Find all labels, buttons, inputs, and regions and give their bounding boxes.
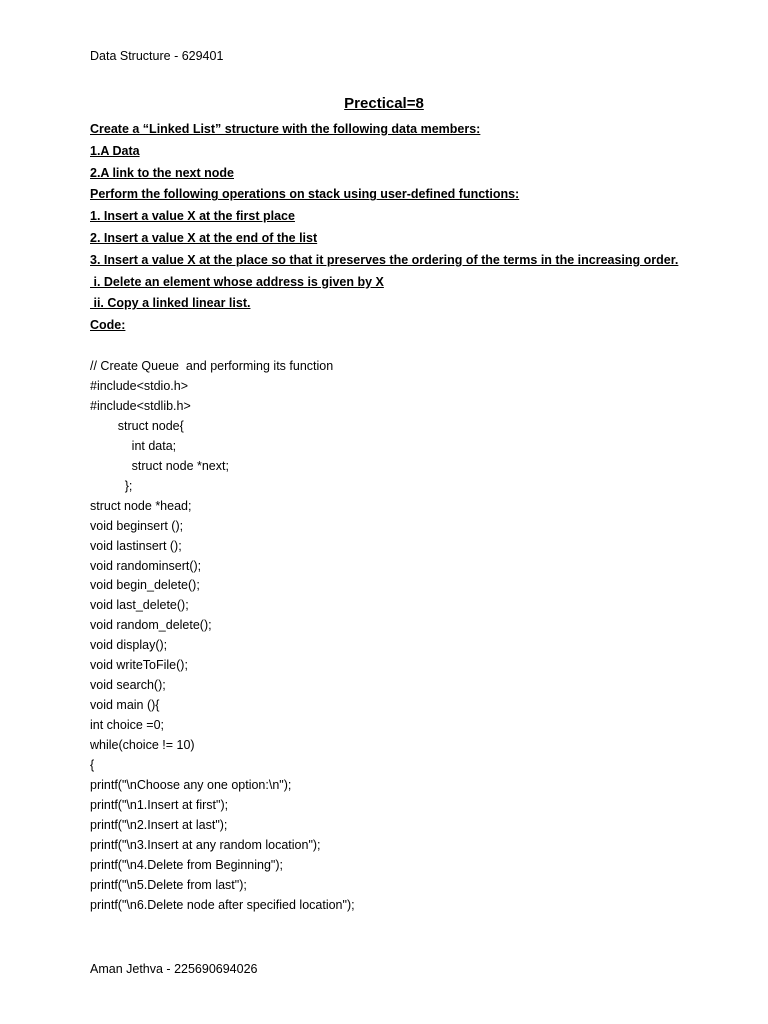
code-line: printf("\n4.Delete from Beginning"); [90,857,283,872]
code-line: void lastinsert (); [90,538,182,553]
code-listing [90,357,710,916]
practical-title: Prectical=8 [344,95,424,112]
task-line: Create a “Linked List” structure with the following data members: [90,122,481,136]
code-line: void display(); [90,638,168,653]
code-line: struct node *head; [90,498,192,513]
code-line: struct node *next; [90,458,229,473]
code-line: while(choice != 10) [90,738,195,753]
code-line: void random_delete(); [90,618,212,633]
task-line: ii. Copy a linked linear list. [90,296,251,311]
code-line: { [90,758,95,773]
code-line: struct node{ [90,418,184,433]
code-line: void main (){ [90,698,160,713]
code-line: // Create Queue and performing its function [90,359,334,373]
code-line: printf("\n3.Insert at any random location"); [90,837,321,852]
code-line: printf("\n5.Delete from last"); [90,877,247,892]
page-header: Data Structure - 629401 [90,49,224,63]
code-line: printf("\n1.Insert at first"); [90,797,229,812]
code-line: printf("\n6.Delete node after specified location"); [90,897,355,912]
code-line: void last_delete(); [90,598,189,613]
code-line: void search(); [90,678,166,693]
page-footer: Aman Jethva - 225690694026 [90,962,258,976]
task-line: 1. Insert a value X at the first place [90,209,295,224]
code-line: #include<stdlib.h> [90,398,191,413]
code-line: printf("\n2.Insert at last"); [90,817,228,832]
task-line: 2.A link to the next node [90,165,234,180]
code-line: int choice =0; [90,718,165,733]
code-line: void writeToFile(); [90,658,188,673]
code-line: void randominsert(); [90,558,202,573]
code-line: void begin_delete(); [90,578,200,593]
task-line: i. Delete an element whose address is given by X [90,274,384,289]
code-line: printf("\nChoose any one option:\n"); [90,778,292,793]
task-line: 3. Insert a value X at the place so that it preserves the ordering of the terms in the increasing order. [90,252,679,267]
task-line: 2. Insert a value X at the end of the list [90,230,318,245]
task-line: Perform the following operations on stack using user-defined functions: [90,187,520,202]
code-line: void beginsert (); [90,518,184,533]
task-description [90,119,680,337]
code-line: #include<stdio.h> [90,378,188,393]
task-line: 1.A Data [90,143,140,158]
code-line: int data; [90,438,177,453]
code-line: }; [90,478,133,493]
code-heading: Code: [90,318,126,333]
